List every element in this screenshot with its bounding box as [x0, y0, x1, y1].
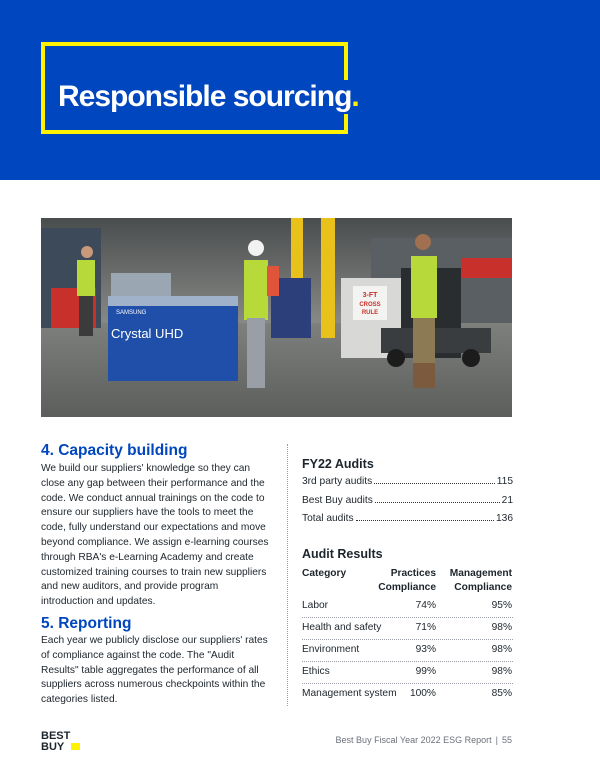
logo-tag — [71, 743, 80, 750]
fy22-row — [302, 473, 513, 487]
page-footer — [336, 735, 512, 745]
table-row-category: Labor — [302, 600, 329, 611]
fy22-row-label: Best Buy audits — [302, 495, 373, 506]
row-separator — [302, 639, 513, 640]
row-separator — [302, 683, 513, 684]
table-row-practices: 100% — [409, 688, 436, 699]
title-dot: . — [351, 80, 359, 113]
fy22-row-label: 3rd party audits — [302, 476, 373, 487]
audit-results-title: Audit Results — [302, 547, 383, 561]
column-divider — [287, 444, 288, 706]
col-practices-header — [378, 567, 436, 594]
box-label: Crystal UHD — [111, 326, 184, 341]
table-row-management: 98% — [491, 644, 512, 655]
logo-line-2: BUY — [41, 741, 65, 751]
table-row-management: 85% — [491, 688, 512, 699]
logo-line-1: BEST — [41, 730, 71, 742]
page-number: 55 — [501, 735, 512, 745]
page-title-text: Responsible sourcing — [58, 80, 352, 113]
table-row-practices: 71% — [415, 622, 436, 633]
table-row-category: Ethics — [302, 666, 330, 677]
col-management-header-line1: Management — [449, 568, 512, 579]
table-row-management: 95% — [491, 600, 512, 611]
table-row-practices: 74% — [415, 600, 436, 611]
footer-separator: | — [495, 735, 498, 745]
fy22-audits-title: FY22 Audits — [302, 457, 374, 471]
fy22-row-label: Total audits — [302, 513, 354, 524]
page-title — [58, 80, 361, 114]
table-row-category: Environment — [302, 644, 360, 655]
box-brand: SAMSUNG — [116, 310, 147, 316]
table-row-management: 98% — [491, 666, 512, 677]
capacity-heading: 4. Capacity building — [41, 442, 188, 459]
warehouse-photo-illustration — [41, 218, 512, 417]
row-separator — [302, 617, 513, 618]
fy22-row-value: 136 — [496, 513, 513, 524]
fy22-row — [302, 510, 513, 524]
sign-line-3: RULE — [361, 310, 379, 316]
reporting-heading: 5. Reporting — [41, 615, 132, 632]
table-row-management: 98% — [491, 622, 512, 633]
fy22-row — [302, 492, 513, 506]
sign-line-1: 3-FT — [362, 292, 378, 299]
capacity-body: We build our suppliers' knowledge so they can close any gap between their performance and the code. We conduct annual trainings on the code to ensure our suppliers have the tools to meet the code, fully understand our expectations and move beyond compliance. We assign e-learning courses through RBA's e-Learning Academy and create customized training courses to train new suppliers and new auditors, and provide program introduction and updates. — [41, 463, 269, 608]
warehouse-photo — [41, 218, 512, 417]
col-management-header — [450, 567, 512, 594]
header-banner — [0, 0, 600, 180]
best-buy-logo — [41, 729, 81, 751]
dot-leader — [375, 502, 500, 503]
col-practices-header-line2: Compliance — [378, 581, 436, 593]
sign-line-2: CROSS — [359, 302, 381, 308]
report-name: Best Buy Fiscal Year 2022 ESG Report — [335, 735, 492, 745]
col-category-header: Category — [302, 568, 347, 579]
col-practices-header-line1: Practices — [390, 568, 436, 579]
reporting-body: Each year we publicly disclose our suppliers' rates of compliance against the code. The "Audit Results" table aggregates the performance of all suppliers across numerous checkpoints within the categories listed. — [41, 635, 268, 706]
fy22-row-value: 21 — [501, 495, 513, 506]
dot-leader — [374, 483, 495, 484]
row-separator — [302, 661, 513, 662]
dot-leader — [356, 520, 494, 521]
fy22-row-value: 115 — [496, 476, 513, 487]
col-management-header-line2: Compliance — [454, 581, 512, 593]
table-row-category: Management system — [302, 688, 397, 699]
table-row-practices: 93% — [415, 644, 436, 655]
table-row-category: Health and safety — [302, 622, 382, 633]
table-row-practices: 99% — [415, 666, 436, 677]
